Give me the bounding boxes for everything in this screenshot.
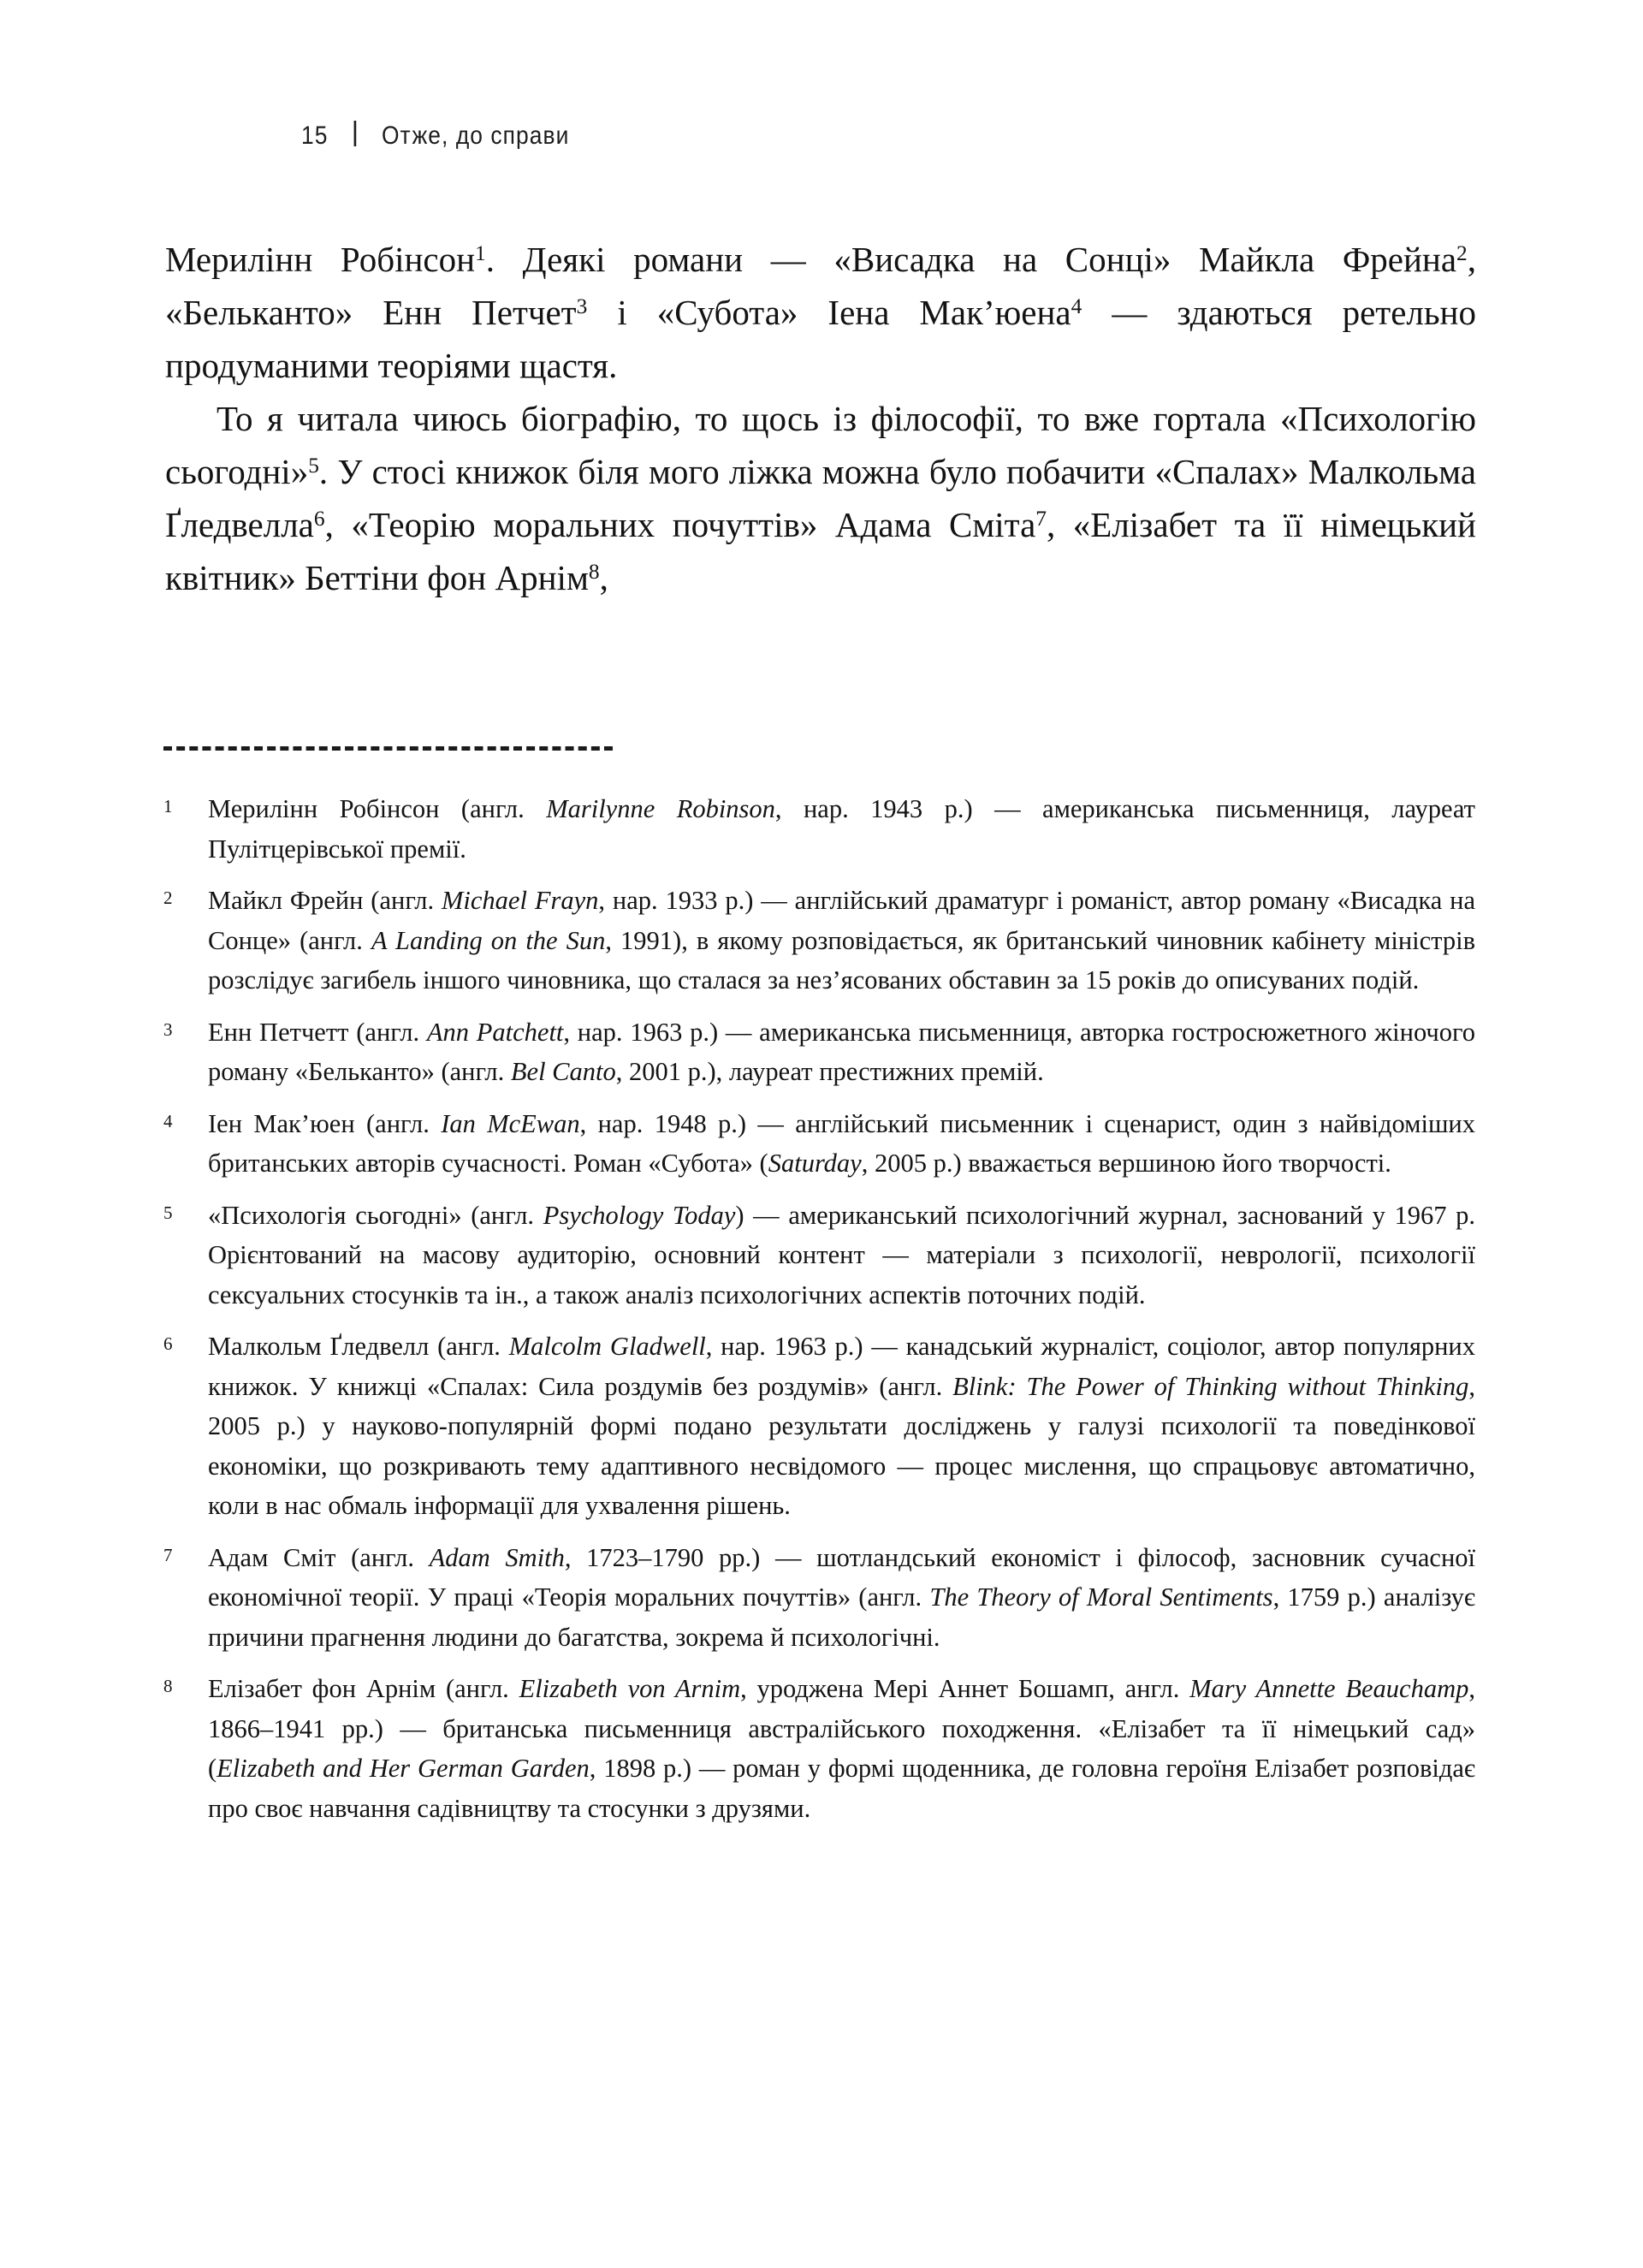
footnote-list (163, 789, 1475, 1828)
footnote-item (163, 789, 1475, 869)
footnote-text: Іен Мак’юен (англ. Ian McEwan, нар. 1948 р.) — англійський письменник і сценарист, один з найвідоміших британських авторів сучасності. Роман «Субота» (Saturday, 2005 р.) вважається вершиною його творчості. (208, 1108, 1476, 1178)
footnote-marker: 7 (163, 1544, 173, 1565)
footnote-marker: 4 (163, 1110, 173, 1131)
footnote-item (163, 881, 1475, 1000)
footnote-text: Енн Петчетт (англ. Ann Patchett, нар. 1963 р.) — американська письменниця, авторка гостросюжетного жіночого роману «Бельканто» (англ. Bel Canto, 2001 р.), лауреат престижних премій. (208, 1017, 1476, 1086)
footnote-item (163, 1669, 1475, 1828)
footnote-text: Майкл Фрейн (англ. Michael Frayn, нар. 1933 р.) — англійський драматург і романіст, автор роману «Висадка на Сонце» (англ. A Landing on the Sun, 1991), в якому розповідається, як британський чиновник кабінету міністрів розслідує загибель іншого чиновника, що сталася за нез’ясованих обставин за 15 років до описуваних подій. (208, 886, 1476, 994)
footnote-text: Адам Сміт (англ. Adam Smith, 1723–1790 рр.) — шотландський економіст і філософ, засновник сучасної економічної теорії. У праці «Теорія моральних почуттів» (англ. The Theory of Moral Sentiments, 1759 р.) аналізує причини прагнення людини до багатства, зокрема й психологічні. (208, 1542, 1476, 1652)
footnote-text: Мерилінн Робінсон (англ. Marilynne Robinson, нар. 1943 р.) — американська письменниця, лауреат Пулітцерівської премії. (208, 794, 1475, 864)
footnote-item (163, 1104, 1475, 1184)
footnote-marker: 6 (163, 1333, 173, 1354)
footnote-item (163, 1327, 1475, 1526)
header-divider-icon (353, 121, 356, 146)
footnote-text: Елізабет фон Арнім (англ. Elizabeth von Arnim, уроджена Мері Аннет Бошамп, англ. Mary Annette Beauchamp, 1866–1941 рр.) — британська письменниця австралійського походження. «Елізабет та її німецький сад» (Elizabeth and Her German Garden, 1898 р.) — роман у формі щоденника, де головна героїня Елізабет розповідає про своє навчання садівництву та стосунки з друзями. (208, 1674, 1476, 1823)
page-number: 15 (301, 122, 329, 150)
footnote-separator (163, 746, 613, 751)
footnote-text: Малкольм Ґледвелл (англ. Malcolm Gladwell, нар. 1963 р.) — канадський журналіст, соціолог, автор популярних книжок. У книжці «Спалах: Сила роздумів без роздумів» (англ. Blink: The Power of Thinking without Thinking, 2005 р.) у науково-популярній формі подано результати досліджень у галузі психології та поведінкової економіки, що розкривають тему адаптивного несвідомого — процес мислення, що спрацьовує автоматично, коли в нас обмаль інформації для ухвалення рішень. (208, 1332, 1475, 1520)
body-paragraph: То я читала чиюсь біографію, то щось із філософії, то вже гортала «Психологію сьогодні»$^5$. У стосі книжок біля мого ліжка можна було побачити «Спалах» Малкольма Ґледвелла$^6$, «Теорію моральних почуттів» Адама Сміта$^7$, «Елізабет та її німецький квітник» Беттіни фон Арнім$^8$, (165, 399, 1476, 597)
footnote-item (163, 1012, 1475, 1092)
footnote-marker: 3 (163, 1018, 173, 1040)
footnote-marker: 8 (163, 1676, 173, 1696)
footnote-text: «Психологія сьогодні» (англ. Psychology Today) — американський психологічний журнал, заснований у 1967 р. Орієнтований на масову аудиторію, основний контент — матеріали з психології, неврології, психології сексуальних стосунків та ін., а також аналіз психологічних аспектів поточних подій. (208, 1200, 1475, 1309)
footnote-item (163, 1538, 1475, 1658)
footnote-marker: 5 (163, 1202, 173, 1223)
running-header (301, 118, 569, 151)
body-text (165, 233, 1476, 604)
body-paragraph: Мерилінн Робінсон$^1$. Деякі романи — «Висадка на Сонці» Майкла Фрейна$^2$, «Бельканто» Енн Петчет$^3$ і «Субота» Іена Мак’юена$^4$ — здаються ретельно продуманими теоріями щастя. (165, 240, 1476, 385)
chapter-title: Отже, до справи (381, 122, 570, 150)
footnote-item (163, 1196, 1475, 1315)
footnote-marker: 2 (163, 888, 173, 908)
footnote-marker: 1 (163, 796, 173, 816)
